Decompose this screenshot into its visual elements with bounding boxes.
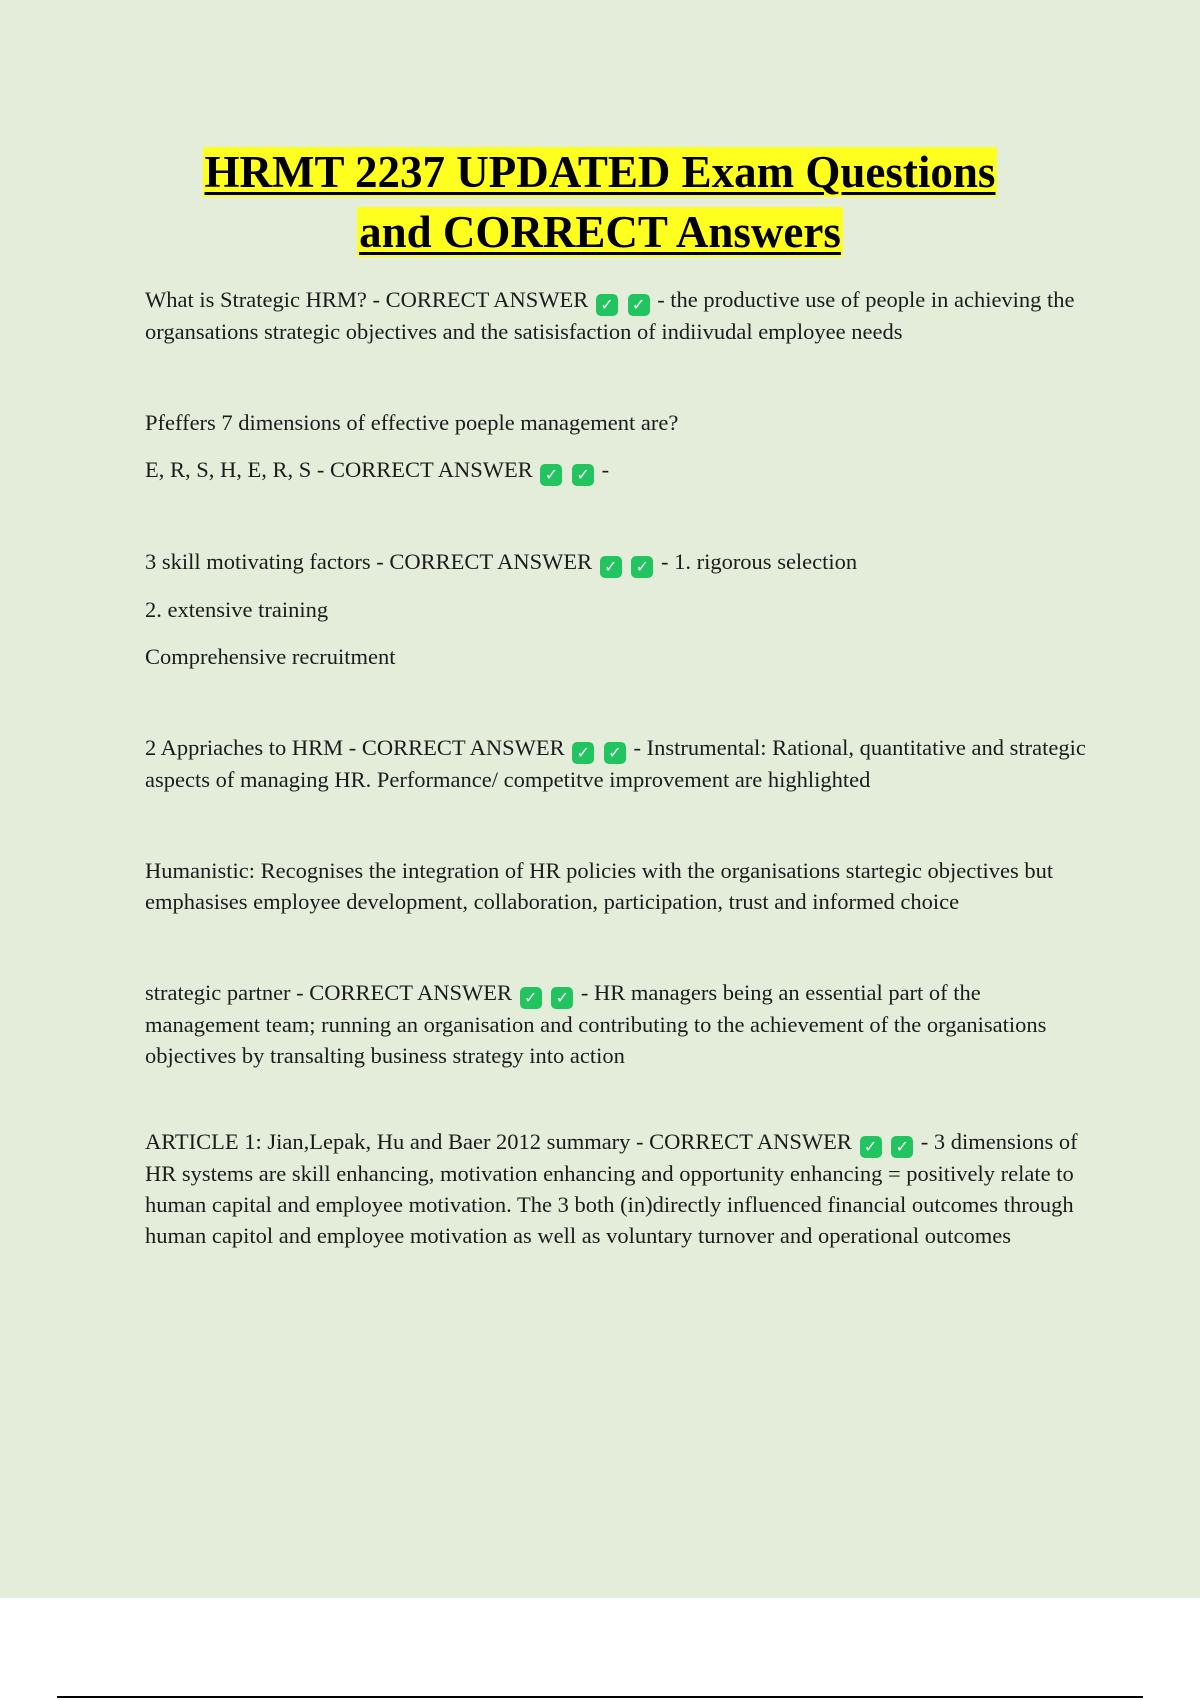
answer-text: -: [596, 457, 610, 482]
answer-line: 2. extensive training: [145, 597, 329, 622]
checkmark-box-icon: ✓: [600, 556, 622, 578]
question-text: strategic partner - CORRECT ANSWER: [145, 980, 513, 1005]
title-line-1: HRMT 2237 UPDATED Exam Questions: [204, 147, 996, 197]
qa-item-strategic-hrm: [145, 284, 1090, 347]
checkmark-box-icon: ✓: [860, 1136, 882, 1158]
qa-item-pfeffer-question: Pfeffers 7 dimensions of effective poeple management are?: [145, 410, 679, 435]
qa-list: [145, 284, 1090, 1251]
question-text: 2 Appriaches to HRM - CORRECT ANSWER: [145, 735, 565, 760]
footer-rule: [57, 1696, 1143, 1698]
qa-item-pfeffer-answer: [145, 454, 1090, 486]
checkmark-box-icon: ✓: [891, 1136, 913, 1158]
checkmark-box-icon: ✓: [520, 987, 542, 1009]
answer-text: - the productive use of people in achieving the organsations strategic objectives and the satisisfaction of indiivudal employee needs: [145, 287, 1075, 344]
checkmark-box-icon: ✓: [604, 742, 626, 764]
checkmark-box-icon: ✓: [631, 556, 653, 578]
document-title: [0, 142, 1200, 262]
checkmark-box-icon: ✓: [596, 294, 618, 316]
answer-text: - HR managers being an essential part of the management team; running an organisation and contributing to the achievement of the organisations objectives by transalting business strategy into action: [145, 980, 1047, 1068]
qa-item-article-1: [145, 1126, 1090, 1251]
checkmark-box-icon: ✓: [628, 294, 650, 316]
question-text: 3 skill motivating factors - CORRECT ANSWER: [145, 549, 593, 574]
answer-text: - 3 dimensions of HR systems are skill enhancing, motivation enhancing and opportunity enhancing = positively relate to human capital and employee motivation. The 3 both (in)directly influenced financial outcomes through human capitol and employee motivation as well as voluntary turnover and operational outcomes: [145, 1129, 1078, 1248]
checkmark-box-icon: ✓: [540, 464, 562, 486]
title-line-2: and CORRECT Answers: [359, 207, 841, 257]
checkmark-box-icon: ✓: [551, 987, 573, 1009]
checkmark-box-icon: ✓: [572, 742, 594, 764]
answer-line: Comprehensive recruitment: [145, 644, 396, 669]
question-text: E, R, S, H, E, R, S - CORRECT ANSWER: [145, 457, 533, 482]
checkmark-box-icon: ✓: [572, 464, 594, 486]
qa-item-approaches-hrm: [145, 732, 1090, 795]
answer-text: - Instrumental: Rational, quantitative and strategic aspects of managing HR. Performance/ competitve improvement are highlighted: [145, 735, 1086, 792]
qa-item-strategic-partner: [145, 977, 1090, 1071]
answer-text: - 1. rigorous selection: [655, 549, 858, 574]
question-text: ARTICLE 1: Jian,Lepak, Hu and Baer 2012 summary - CORRECT ANSWER: [145, 1129, 852, 1154]
humanistic-paragraph: Humanistic: Recognises the integration of HR policies with the organisations startegic objectives but emphasises employee development, collaboration, participation, trust and informed choice: [145, 858, 1054, 914]
question-text: What is Strategic HRM? - CORRECT ANSWER: [145, 287, 589, 312]
qa-item-skill-motivating: [145, 546, 1090, 578]
